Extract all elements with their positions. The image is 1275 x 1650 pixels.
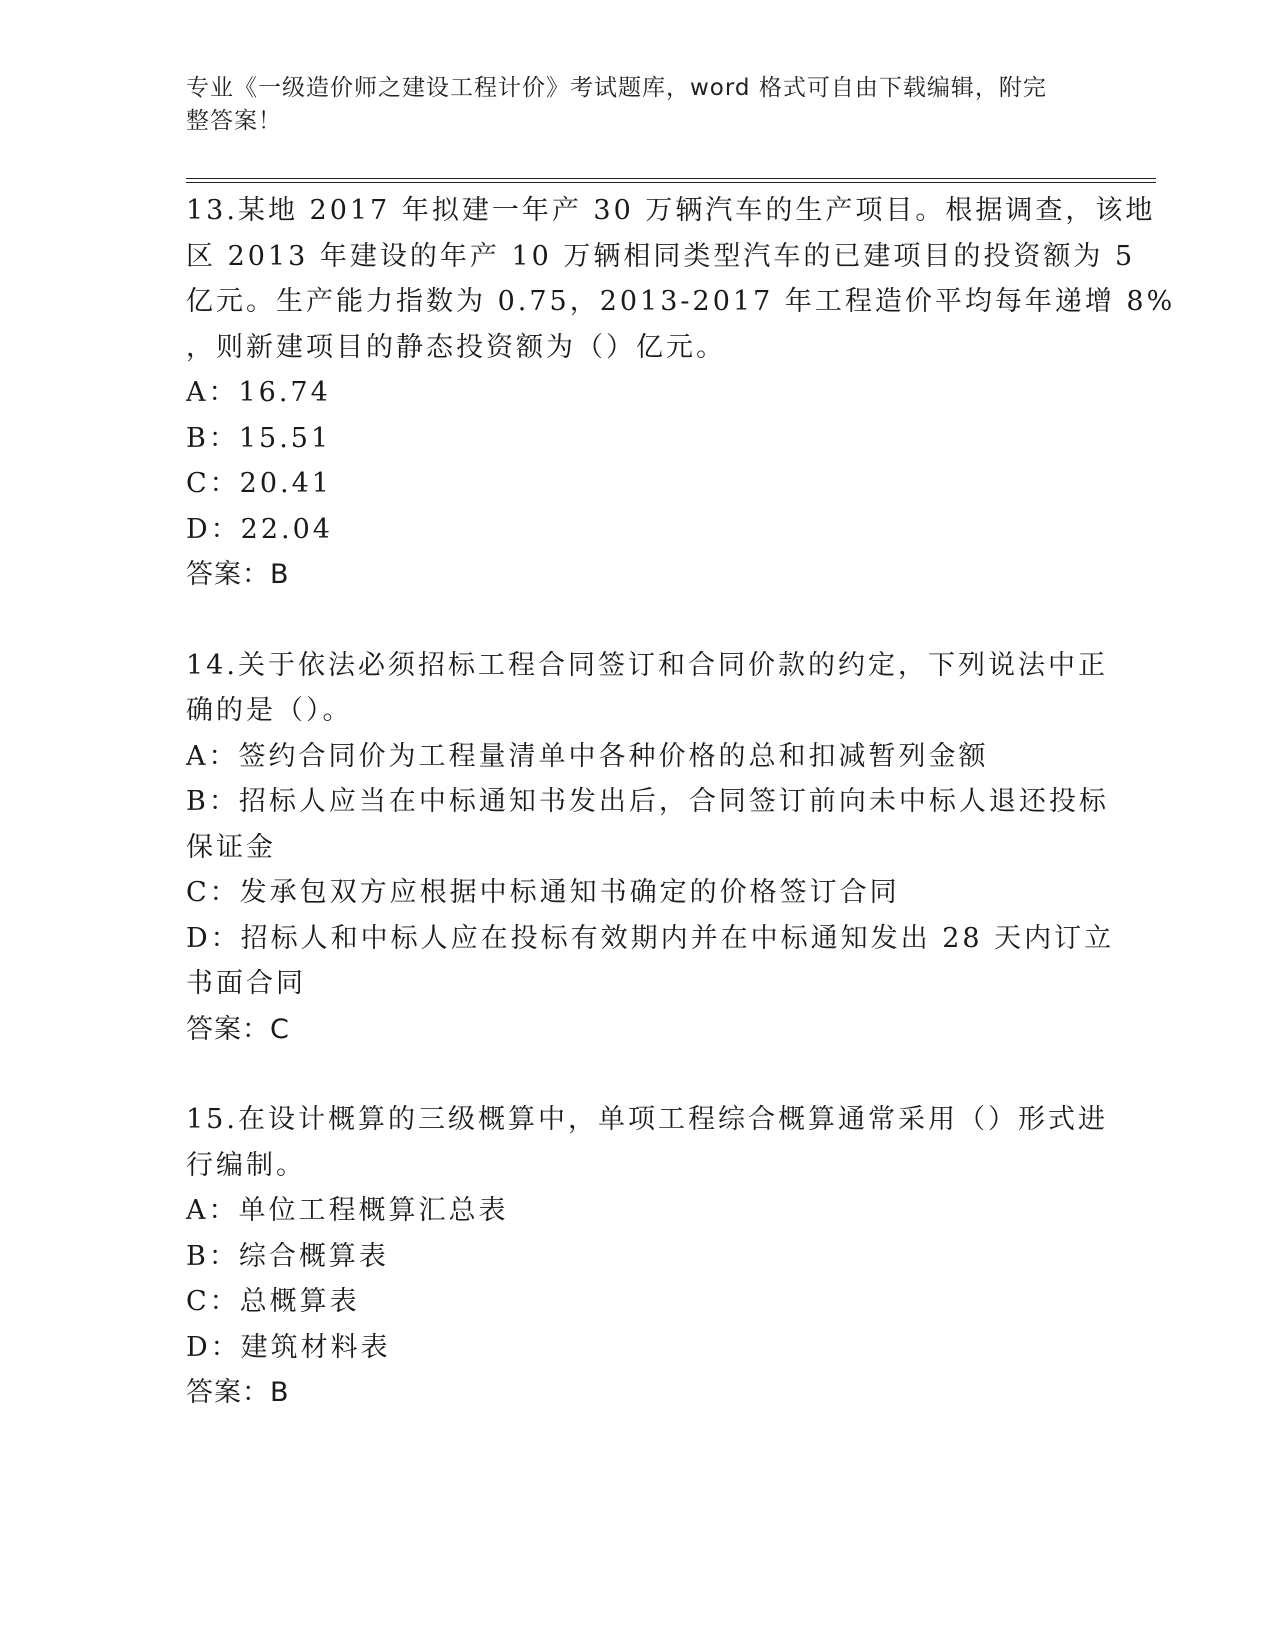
- question-14: [186, 643, 1115, 1053]
- question-stem-line: 行编制。: [186, 1149, 306, 1181]
- answer-line: 答案：C: [186, 1013, 290, 1045]
- question-13: [186, 188, 1176, 598]
- question-stem-line: 确的是（）。: [186, 695, 353, 726]
- page-header: [186, 72, 1066, 138]
- option-a: A：签约合同价为工程量清单中各种价格的总和扣减暂列金额: [186, 740, 989, 772]
- option-b: B：招标人应当在中标通知书发出后，合同签订前向未中标人退还投标: [186, 786, 1109, 817]
- question-stem-line: 13.某地 2017 年拟建一年产 30 万辆汽车的生产项目。根据调查，该地: [186, 195, 1156, 226]
- option-a: A：16.74: [186, 377, 331, 408]
- header-divider: [186, 178, 1156, 183]
- option-c: C：总概算表: [186, 1286, 360, 1317]
- option-d: D：22.04: [186, 513, 333, 545]
- option-a: A：单位工程概算汇总表: [186, 1195, 509, 1226]
- option-b: B：15.51: [186, 422, 332, 454]
- option-d-continued: 书面合同: [186, 968, 306, 999]
- option-c: C：20.41: [186, 468, 332, 499]
- option-b: B：综合概算表: [186, 1240, 389, 1272]
- option-b-continued: 保证金: [186, 831, 276, 863]
- option-c: C：发承包双方应根据中标通知书确定的价格签订合同: [186, 877, 900, 908]
- question-list: [186, 188, 1176, 1461]
- question-stem-line: 亿元。生产能力指数为 0.75，2013-2017 年工程造价平均每年递增 8%: [186, 286, 1176, 317]
- header-line: 整答案！: [186, 108, 282, 134]
- question-stem-line: 14.关于依法必须招标工程合同签订和合同价款的约定，下列说法中正: [186, 649, 1108, 681]
- question-stem-line: 区 2013 年建设的年产 10 万辆相同类型汽车的已建项目的投资额为 5: [186, 240, 1136, 272]
- option-d: D：建筑材料表: [186, 1331, 391, 1363]
- question-stem-line: ，则新建项目的静态投资额为（）亿元。: [186, 331, 726, 363]
- question-stem-line: 15.在设计概算的三级概算中，单项工程综合概算通常采用（）形式进: [186, 1104, 1108, 1135]
- answer-line: 答案：B: [186, 1377, 290, 1408]
- answer-line: 答案：B: [186, 559, 290, 590]
- option-d: D：招标人和中标人应在投标有效期内并在中标通知发出 28 天内订立: [186, 922, 1115, 954]
- question-15: [186, 1097, 1108, 1416]
- header-line: 专业《一级造价师之建设工程计价》考试题库，word 格式可自由下载编辑，附完: [186, 75, 1047, 101]
